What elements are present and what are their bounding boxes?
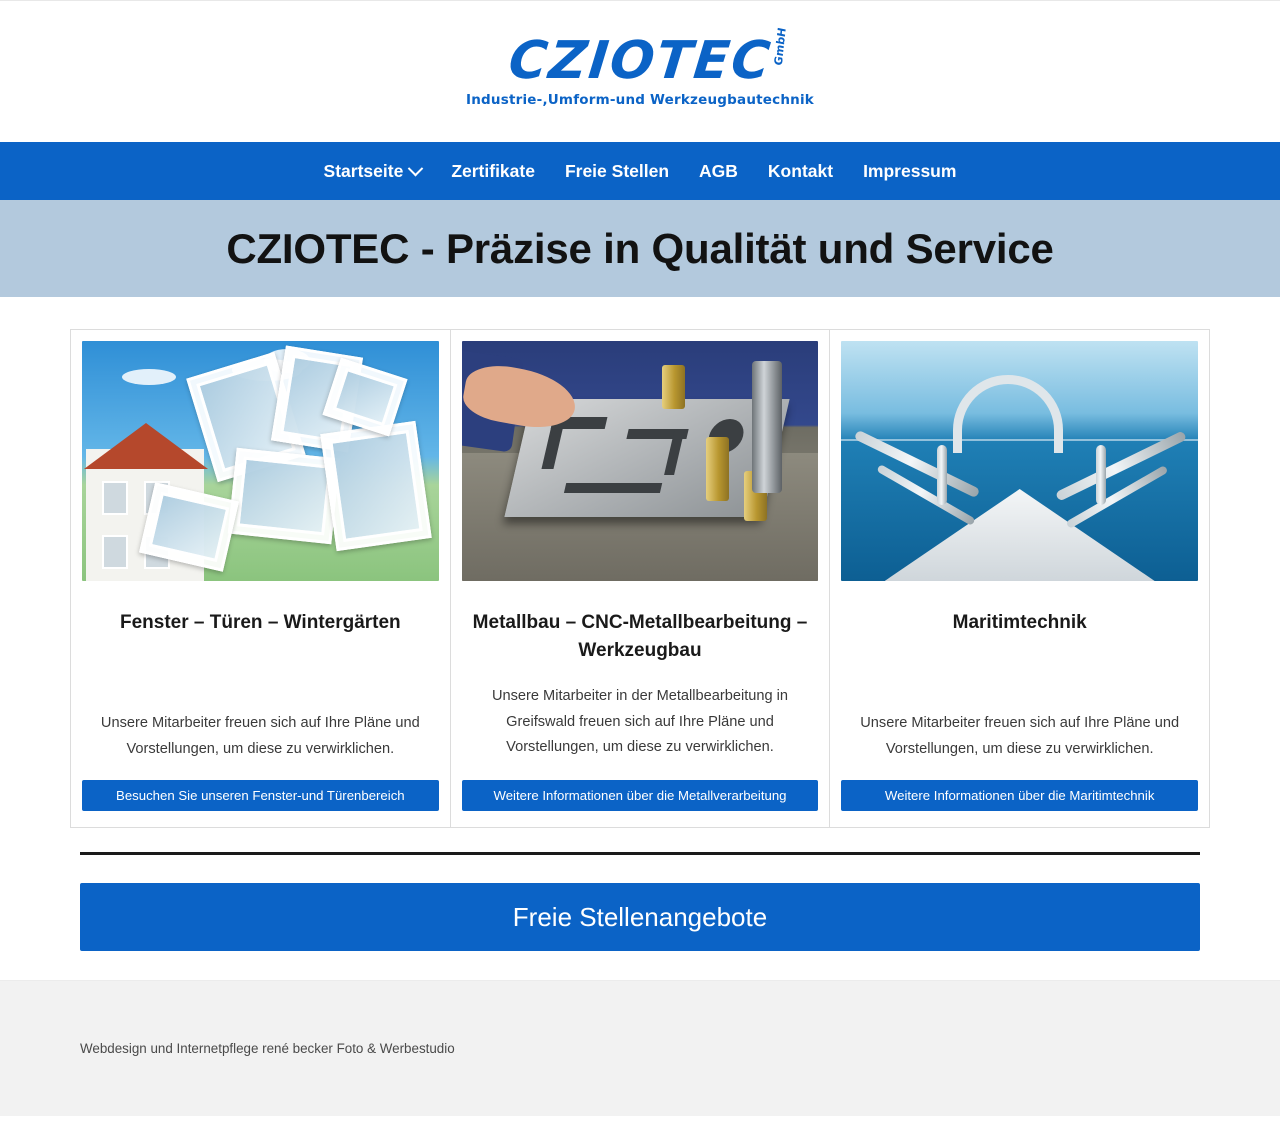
service-card-title: Fenster – Türen – Wintergärten (120, 612, 401, 633)
service-card-title: Metallbau – CNC-Metallbearbeitung – Werkzeugbau (472, 612, 808, 661)
nav-item-impressum[interactable] (848, 161, 971, 182)
nav-item-zertifikate[interactable] (436, 161, 550, 182)
service-card-windows (71, 330, 450, 827)
jobs-cta-section (0, 855, 1280, 951)
nav-item-startseite[interactable] (309, 161, 437, 182)
maritime-more-info-button[interactable]: Weitere Informationen über die Maritimtechnik (841, 780, 1198, 811)
service-card-text: Unsere Mitarbeiter freuen sich auf Ihre Pläne und Vorstellungen, um diese zu verwirklichen. (860, 715, 1180, 757)
service-card-text: Unsere Mitarbeiter in der Metallbearbeitung in Greifswald freuen sich auf Ihre Pläne und Vorstellungen, um diese zu verwirklichen. (491, 688, 789, 756)
nav-item-label: Startseite (323, 160, 404, 181)
main-navigation (0, 142, 1280, 200)
logo-wordmark-text: CZIOTEC (505, 31, 775, 92)
nav-item-label: Kontakt (767, 160, 834, 181)
logo-wordmark (505, 27, 789, 92)
nav-item-agb[interactable] (684, 161, 753, 182)
site-logo[interactable] (466, 27, 814, 109)
chevron-down-icon[interactable] (408, 160, 424, 176)
windows-more-info-button[interactable]: Besuchen Sie unseren Fenster-und Türenbereich (82, 780, 439, 811)
service-card-maritime (829, 330, 1209, 827)
cnc-metalwork-photo (462, 341, 819, 581)
site-header (0, 0, 1280, 142)
nav-item-label: AGB (699, 160, 738, 181)
nav-item-label: Zertifikate (451, 160, 535, 181)
services-card-row (70, 329, 1210, 828)
service-card-title: Maritimtechnik (952, 612, 1087, 633)
site-footer (0, 980, 1280, 1116)
maritime-boat-photo (841, 341, 1198, 581)
nav-item-kontakt[interactable] (753, 161, 848, 182)
nav-item-label: Freie Stellen (564, 160, 670, 181)
metalwork-more-info-button[interactable]: Weitere Informationen über die Metallverarbeitung (462, 780, 819, 811)
hero-banner (0, 200, 1280, 297)
services-section (0, 297, 1280, 828)
freie-stellenangebote-button[interactable]: Freie Stellenangebote (80, 883, 1200, 951)
logo-gmbh-suffix: GmbH (771, 27, 789, 66)
nav-list (309, 161, 972, 182)
nav-item-freie-stellen[interactable] (550, 161, 684, 182)
page-title: CZIOTEC - Präzise in Qualität und Service (226, 224, 1054, 272)
logo-tagline: Industrie-,Umform-und Werkzeugbautechnik (466, 92, 814, 109)
service-card-text: Unsere Mitarbeiter freuen sich auf Ihre Pläne und Vorstellungen, um diese zu verwirklichen. (100, 715, 420, 757)
service-card-metalwork (450, 330, 830, 827)
footer-credit: Webdesign und Internetpflege rené becker Foto & Werbestudio (80, 1041, 455, 1057)
nav-item-label: Impressum (863, 160, 957, 181)
windows-doors-photo (82, 341, 439, 581)
